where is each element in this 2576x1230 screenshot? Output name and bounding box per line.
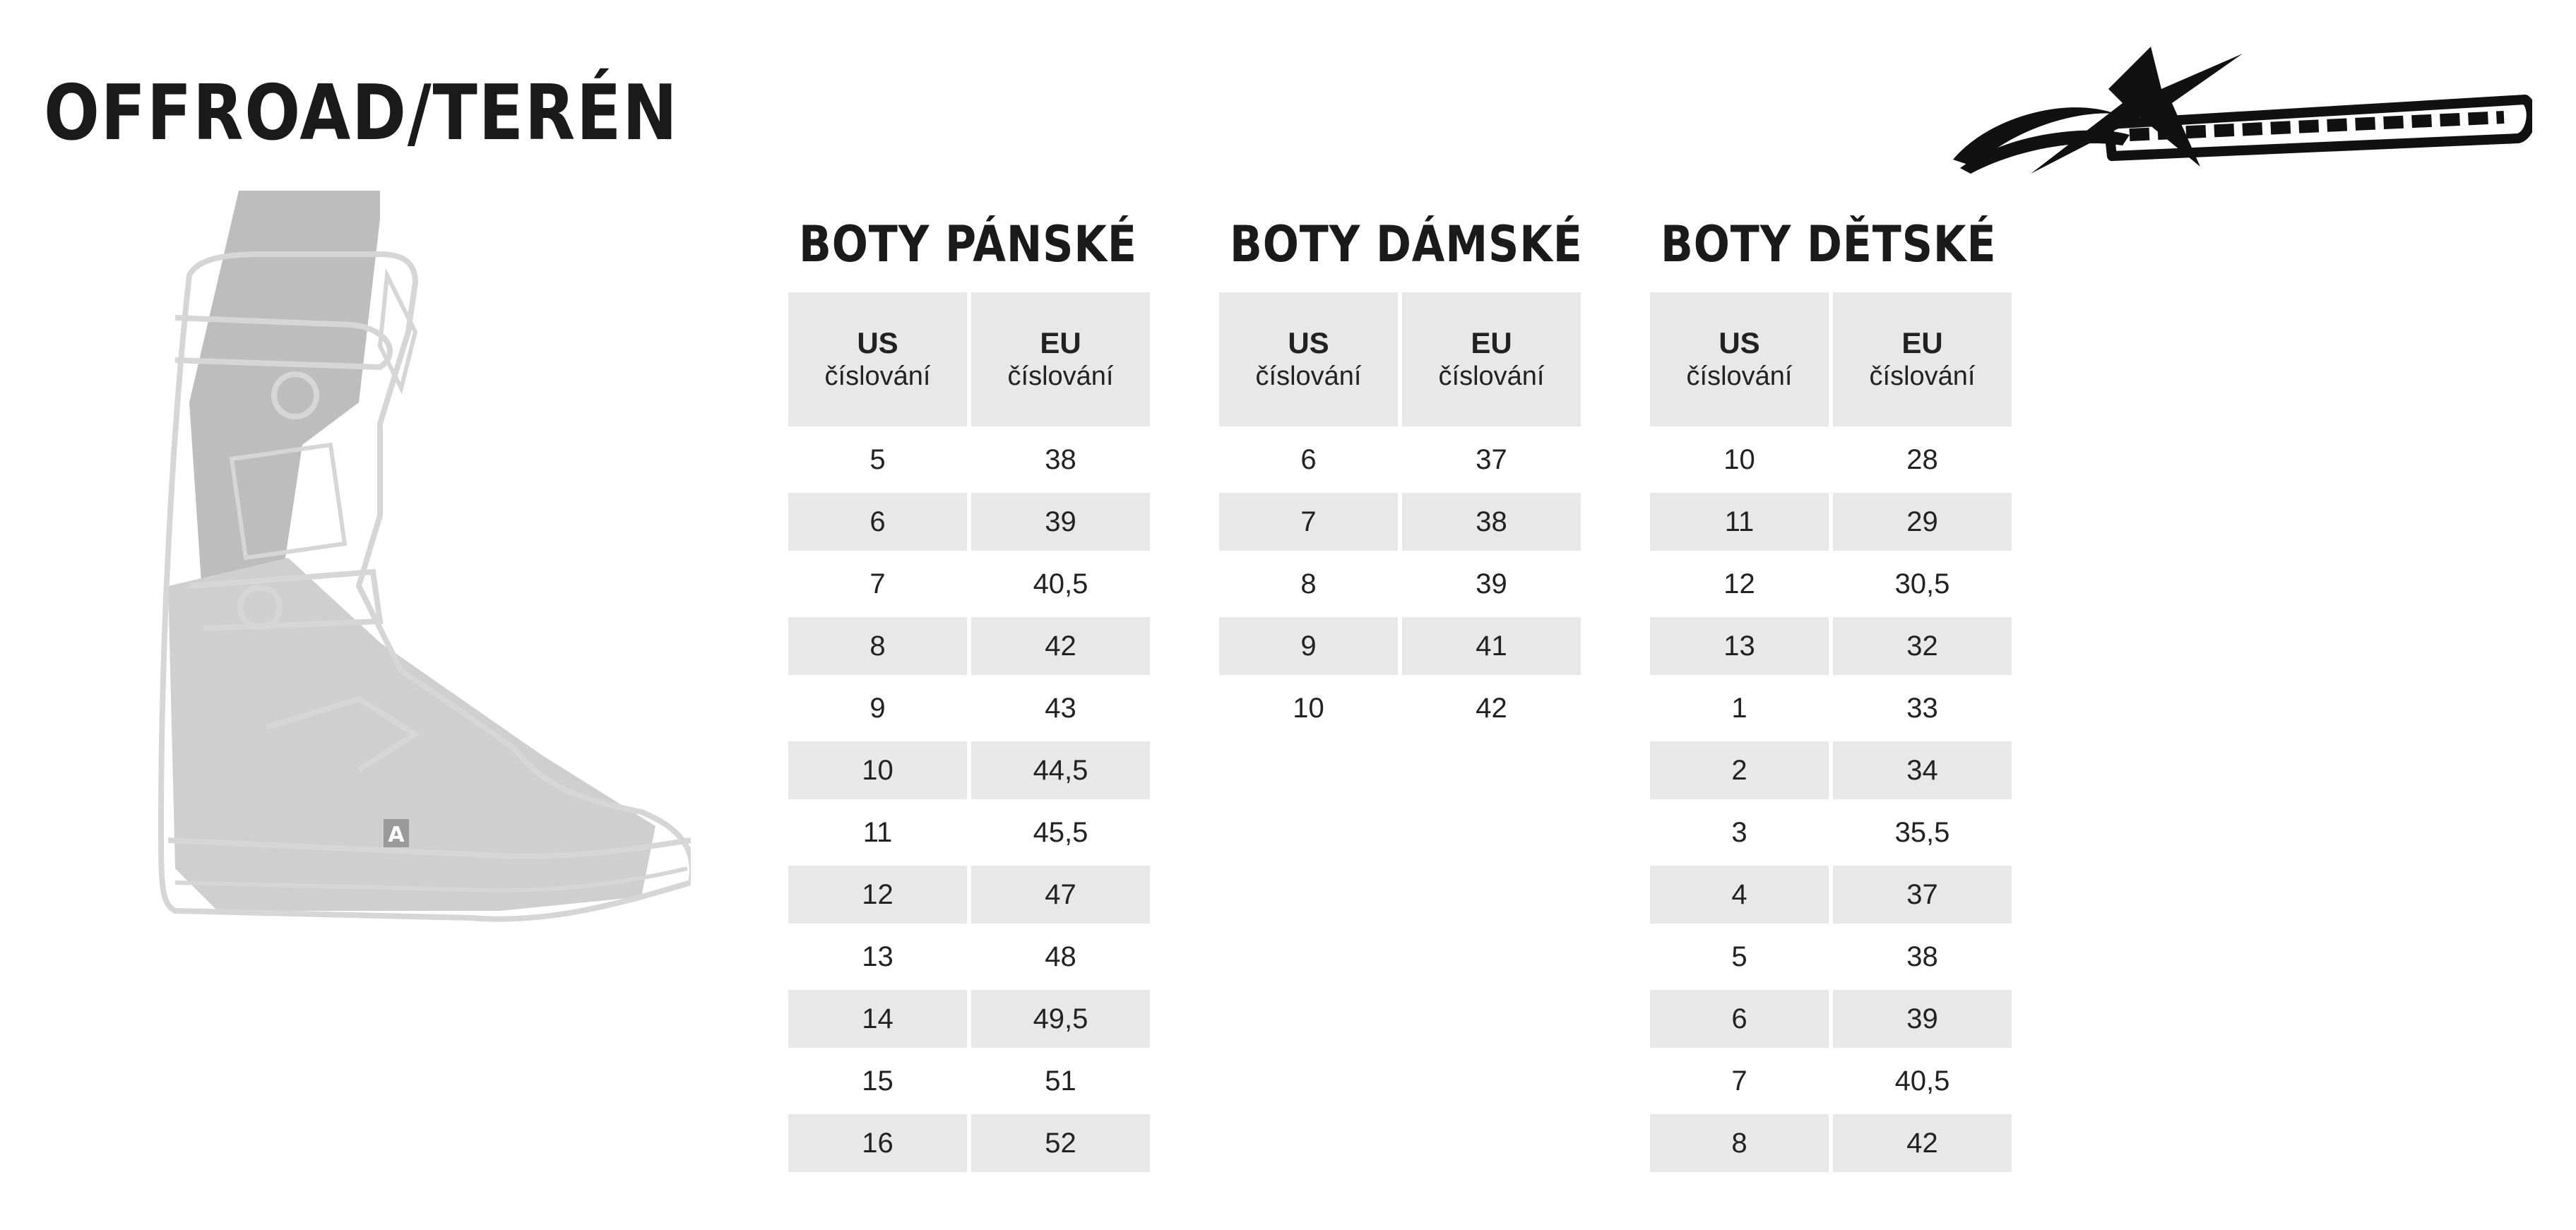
boot-icon: [147, 191, 691, 953]
us-size-cell: 13: [1650, 617, 1829, 675]
table-row: [1650, 493, 2012, 551]
us-size-cell: 5: [1731, 941, 1747, 972]
eu-size-cell: 38: [1045, 443, 1076, 475]
eu-header-sub: číslování: [1869, 362, 1976, 391]
table-row: [1650, 990, 2012, 1048]
eu-size-cell: 34: [1833, 741, 2012, 799]
us-size-cell: 14: [788, 990, 967, 1048]
eu-header-sub: číslování: [1007, 362, 1114, 391]
men-table-title: BOTY PÁNSKÉ: [799, 215, 1137, 273]
alpinestars-logo: [1946, 47, 2532, 177]
us-size-cell: 9: [869, 692, 886, 724]
us-header-label: US: [857, 326, 898, 359]
eu-size-cell: 39: [1833, 990, 2012, 1048]
eu-size-cell: 33: [1906, 692, 1938, 724]
eu-size-cell: 37: [1833, 866, 2012, 924]
eu-size-cell: 29: [1833, 493, 2012, 551]
us-header-sub: číslování: [824, 362, 931, 391]
us-size-cell: 11: [1650, 493, 1829, 551]
table-row: [788, 741, 1150, 799]
eu-size-cell: 32: [1833, 617, 2012, 675]
us-header-label: US: [1288, 326, 1329, 359]
table-row: [788, 493, 1150, 551]
table-header-row: [788, 292, 1150, 426]
us-size-cell: 11: [862, 816, 893, 848]
men-boots-table: [784, 216, 1154, 1176]
us-size-cell: 3: [1731, 816, 1747, 848]
table-row: [1219, 617, 1581, 675]
eu-size-cell: 51: [1045, 1065, 1076, 1097]
us-column-header: [1219, 292, 1398, 426]
eu-size-cell: 42: [971, 617, 1150, 675]
table-row: [1219, 679, 1581, 737]
us-size-cell: 8: [788, 617, 967, 675]
us-size-cell: 10: [1723, 443, 1755, 475]
us-size-cell: 6: [788, 493, 967, 551]
eu-size-cell: 44,5: [971, 741, 1150, 799]
us-size-cell: 6: [1300, 443, 1317, 475]
eu-size-cell: 52: [971, 1114, 1150, 1172]
us-header-sub: číslování: [1686, 362, 1793, 391]
eu-header-label: EU: [1471, 326, 1512, 359]
eu-size-cell: 38: [1402, 493, 1581, 551]
us-header-label: US: [1719, 326, 1760, 359]
page-title: OFFROAD/TERÉN: [44, 69, 679, 157]
us-header-sub: číslování: [1255, 362, 1362, 391]
table-row: [1650, 866, 2012, 924]
eu-header-label: EU: [1901, 326, 1943, 359]
eu-size-cell: 42: [1476, 692, 1507, 724]
us-size-cell: 10: [788, 741, 967, 799]
women-boots-table: [1215, 216, 1585, 741]
us-size-cell: 7: [1731, 1065, 1747, 1097]
table-row: [788, 431, 1150, 489]
eu-size-cell: 48: [1045, 941, 1076, 972]
table-row: [788, 679, 1150, 737]
eu-column-header: [971, 292, 1150, 426]
us-size-cell: 16: [788, 1114, 967, 1172]
us-column-header: [788, 292, 967, 426]
us-column-header: [1650, 292, 1829, 426]
table-row: [1650, 804, 2012, 861]
us-size-cell: 13: [862, 941, 894, 972]
us-size-cell: 1: [1731, 692, 1747, 724]
table-row: [1219, 431, 1581, 489]
us-size-cell: 5: [869, 443, 886, 475]
table-header-row: [1219, 292, 1581, 426]
kids-boots-table: [1646, 216, 2016, 1176]
us-size-cell: 7: [1219, 493, 1398, 551]
eu-column-header: [1402, 292, 1581, 426]
us-size-cell: 2: [1650, 741, 1829, 799]
us-size-cell: 12: [1723, 568, 1755, 599]
table-row: [1650, 431, 2012, 489]
table-row: [1650, 1114, 2012, 1172]
table-row: [788, 990, 1150, 1048]
us-size-cell: 9: [1219, 617, 1398, 675]
eu-size-cell: 37: [1476, 443, 1507, 475]
women-size-grid: [1215, 288, 1585, 741]
us-size-cell: 10: [1293, 692, 1324, 724]
kids-size-grid: [1646, 288, 2016, 1176]
eu-size-cell: 35,5: [1894, 816, 1950, 848]
boot-illustration: [147, 191, 691, 953]
table-row: [1650, 679, 2012, 737]
table-row: [1650, 555, 2012, 613]
table-row: [788, 617, 1150, 675]
eu-column-header: [1833, 292, 2012, 426]
us-size-cell: 4: [1650, 866, 1829, 924]
eu-size-cell: 47: [971, 866, 1150, 924]
table-row: [1650, 1052, 2012, 1110]
table-row: [1219, 493, 1581, 551]
eu-size-cell: 42: [1833, 1114, 2012, 1172]
table-row: [788, 555, 1150, 613]
us-size-cell: 7: [869, 568, 886, 599]
star-logo-icon: [1946, 47, 2532, 177]
eu-header-label: EU: [1040, 326, 1081, 359]
eu-size-cell: 49,5: [971, 990, 1150, 1048]
table-row: [1219, 555, 1581, 613]
table-row: [1650, 617, 2012, 675]
eu-header-sub: číslování: [1438, 362, 1545, 391]
eu-size-cell: 28: [1906, 443, 1938, 475]
us-size-cell: 8: [1300, 568, 1317, 599]
us-size-cell: 6: [1650, 990, 1829, 1048]
eu-size-cell: 39: [1476, 568, 1507, 599]
table-row: [1650, 741, 2012, 799]
table-header-row: [1650, 292, 2012, 426]
eu-size-cell: 38: [1906, 941, 1938, 972]
eu-size-cell: 43: [1045, 692, 1076, 724]
kids-table-title: BOTY DĚTSKÉ: [1661, 215, 1997, 273]
table-row: [788, 1114, 1150, 1172]
boot-marker-label: A: [388, 823, 405, 847]
us-size-cell: 8: [1650, 1114, 1829, 1172]
women-table-title: BOTY DÁMSKÉ: [1230, 215, 1583, 273]
table-row: [788, 1052, 1150, 1110]
eu-size-cell: 45,5: [1033, 816, 1088, 848]
us-size-cell: 15: [862, 1065, 894, 1097]
us-size-cell: 12: [788, 866, 967, 924]
eu-size-cell: 41: [1402, 617, 1581, 675]
table-row: [788, 928, 1150, 986]
table-row: [788, 866, 1150, 924]
table-row: [1650, 928, 2012, 986]
eu-size-cell: 40,5: [1033, 568, 1088, 599]
eu-size-cell: 39: [971, 493, 1150, 551]
eu-size-cell: 30,5: [1894, 568, 1950, 599]
table-row: [788, 804, 1150, 861]
men-size-grid: [784, 288, 1154, 1176]
eu-size-cell: 40,5: [1894, 1065, 1950, 1097]
